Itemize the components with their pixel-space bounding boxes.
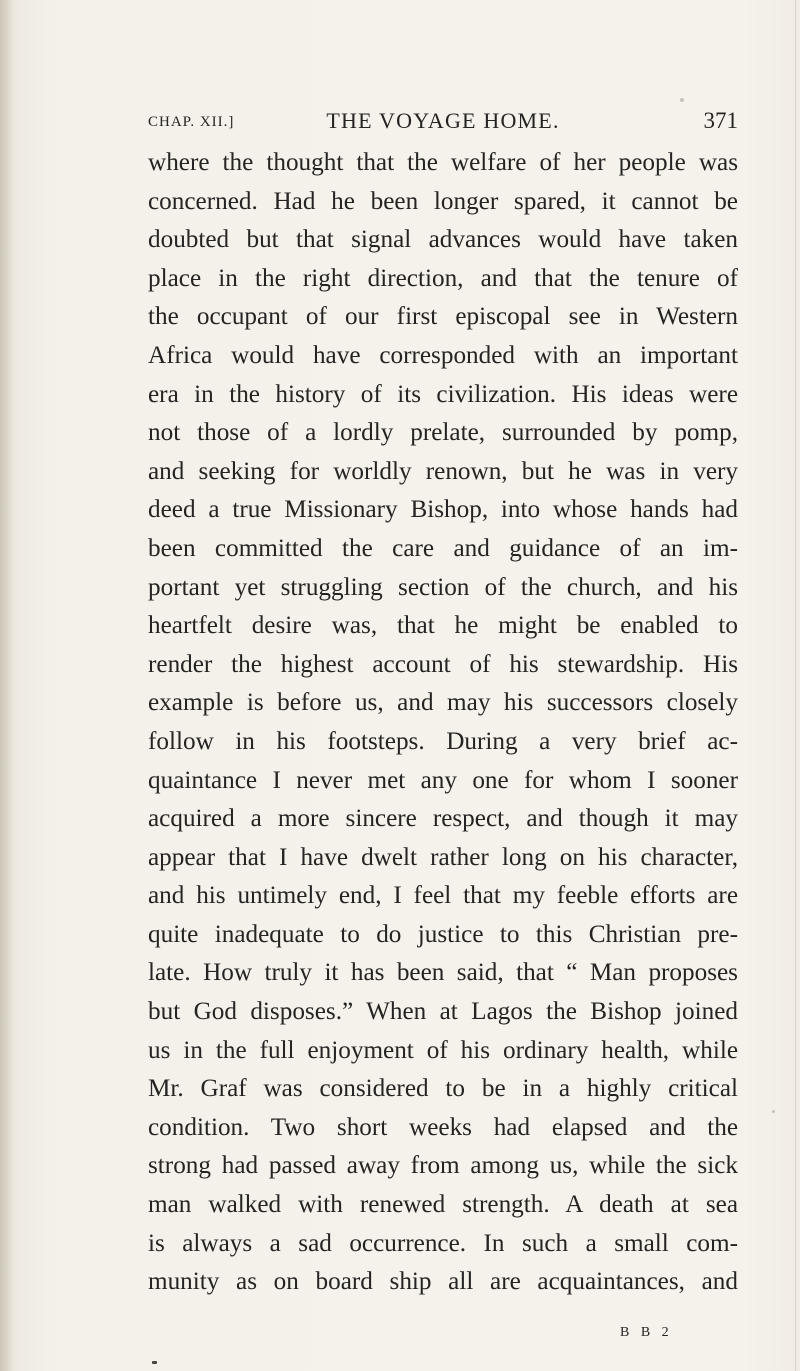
text-line: but God disposes.” When at Lagos the Bishop joined xyxy=(148,998,738,1026)
text-line: the occupant of our first episcopal see in Western xyxy=(148,303,738,331)
paper-spot xyxy=(680,98,684,102)
text-line: and seeking for worldly renown, but he was in very xyxy=(148,457,738,485)
text-line: and his untimely end, I feel that my feeble efforts are xyxy=(148,882,738,910)
text-line: not those of a lordly prelate, surrounded by pomp, xyxy=(148,419,738,447)
paper-spot xyxy=(772,1110,775,1113)
text-line: Africa would have corresponded with an important xyxy=(148,341,738,369)
text-line: late. How truly it has been said, that “ Man proposes xyxy=(148,959,738,987)
text-line: example is before us, and may his successors closely xyxy=(148,689,738,717)
text-line: been committed the care and guidance of an im- xyxy=(148,534,738,562)
text-line: strong had passed away from among us, while the sick xyxy=(148,1152,738,1180)
body-text xyxy=(148,144,738,1302)
page-edge xyxy=(795,0,796,1371)
signature-mark: B B 2 xyxy=(620,1325,673,1340)
spine-shadow xyxy=(0,0,14,1371)
text-line: era in the history of its civilization. His ideas were xyxy=(148,380,738,408)
text-line: quaintance I never met any one for whom I sooner xyxy=(148,766,738,794)
chapter-label: CHAP. XII.] xyxy=(148,114,235,130)
text-line: concerned. Had he been longer spared, it cannot be xyxy=(148,187,738,215)
text-line: render the highest account of his stewardship. His xyxy=(148,650,738,678)
text-line: condition. Two short weeks had elapsed and the xyxy=(148,1113,738,1141)
page-number: 371 xyxy=(703,108,738,133)
text-line: doubted but that signal advances would have taken xyxy=(148,226,738,254)
text-line: man walked with renewed strength. A death at sea xyxy=(148,1191,738,1219)
running-title: THE VOYAGE HOME. xyxy=(326,108,560,133)
running-head xyxy=(148,108,738,138)
margin-mark xyxy=(152,1361,157,1364)
text-line: follow in his footsteps. During a very brief ac- xyxy=(148,727,738,755)
text-line: portant yet struggling section of the church, and his xyxy=(148,573,738,601)
text-line: where the thought that the welfare of her people was xyxy=(148,149,738,176)
text-line: deed a true Missionary Bishop, into whose hands had xyxy=(148,496,738,524)
text-line: munity as on board ship all are acquaintances, and xyxy=(148,1268,738,1296)
text-line: appear that I have dwelt rather long on his character, xyxy=(148,843,738,871)
text-line: place in the right direction, and that the tenure of xyxy=(148,264,738,292)
text-line: us in the full enjoyment of his ordinary health, while xyxy=(148,1036,738,1064)
text-line: Mr. Graf was considered to be in a highly critical xyxy=(148,1075,738,1103)
text-line: acquired a more sincere respect, and though it may xyxy=(148,805,738,833)
text-line: heartfelt desire was, that he might be enabled to xyxy=(148,612,738,640)
text-line: is always a sad occurrence. In such a small com- xyxy=(148,1229,738,1257)
text-line: quite inadequate to do justice to this Christian pre- xyxy=(148,920,738,948)
